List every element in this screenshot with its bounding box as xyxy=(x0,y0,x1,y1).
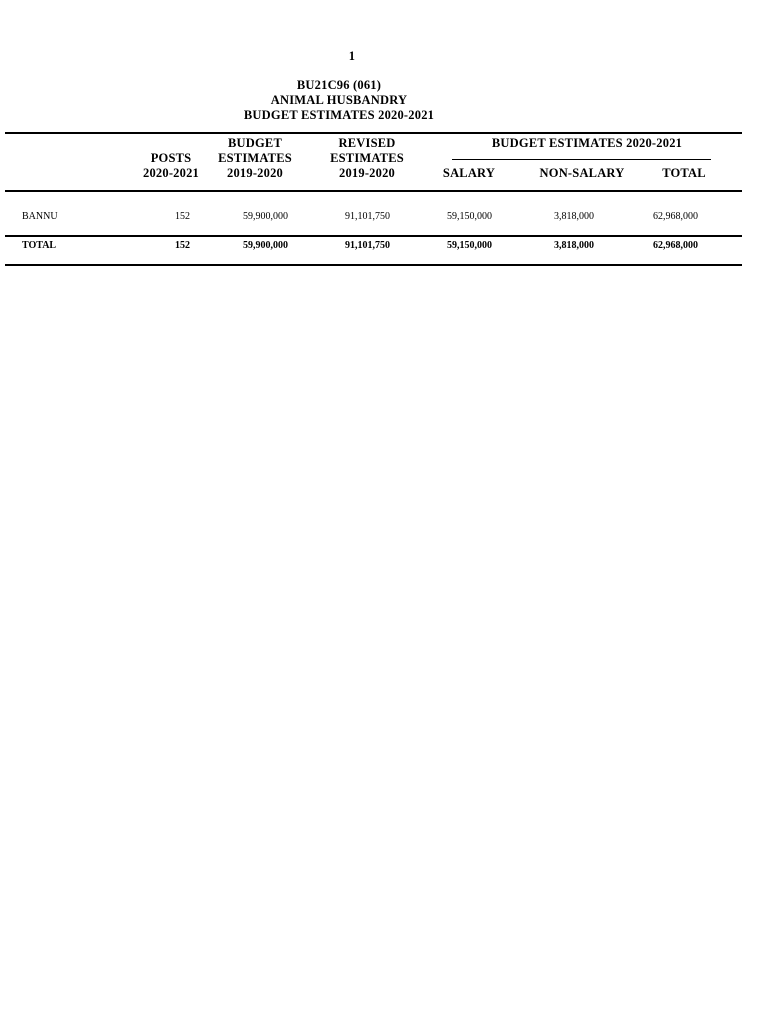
header-top-rule xyxy=(5,132,742,134)
document-title: BUDGET ESTIMATES 2020-2021 xyxy=(243,108,435,122)
col-revised-prev-line3: 2019-2020 xyxy=(339,166,395,180)
col-posts-line1: POSTS xyxy=(150,151,192,165)
group-underline xyxy=(452,159,711,160)
col-revised-prev-line2: ESTIMATES xyxy=(330,151,404,165)
total-revised-prev: 91,101,750 xyxy=(345,240,390,251)
col-budget-prev-line1: BUDGET xyxy=(228,136,282,150)
total-budget-prev: 59,900,000 xyxy=(243,240,288,251)
page-number: 1 xyxy=(348,49,356,63)
total-total: 62,968,000 xyxy=(653,240,698,251)
row-total: 62,968,000 xyxy=(653,211,698,222)
total-non-salary: 3,818,000 xyxy=(554,240,594,251)
department-title: ANIMAL HUSBANDRY xyxy=(270,93,408,107)
col-budget-prev-line3: 2019-2020 xyxy=(227,166,283,180)
col-revised-prev-line1: REVISED xyxy=(338,136,396,150)
col-total: TOTAL xyxy=(662,166,706,180)
total-label: TOTAL xyxy=(22,240,57,251)
header-bottom-rule xyxy=(5,190,742,192)
total-posts: 152 xyxy=(175,240,190,251)
col-non-salary: NON-SALARY xyxy=(539,166,625,180)
row-salary: 59,150,000 xyxy=(447,211,492,222)
row-budget-prev: 59,900,000 xyxy=(243,211,288,222)
col-group-title: BUDGET ESTIMATES 2020-2021 xyxy=(491,136,683,150)
row-posts: 152 xyxy=(175,211,190,222)
total-top-rule xyxy=(5,235,742,237)
col-budget-prev-line2: ESTIMATES xyxy=(218,151,292,165)
col-posts-line2: 2020-2021 xyxy=(143,166,199,180)
row-revised-prev: 91,101,750 xyxy=(345,211,390,222)
col-salary: SALARY xyxy=(442,166,496,180)
row-non-salary: 3,818,000 xyxy=(554,211,594,222)
total-salary: 59,150,000 xyxy=(447,240,492,251)
table-bottom-rule xyxy=(5,264,742,266)
budget-code: BU21C96 (061) xyxy=(296,78,382,92)
row-name: BANNU xyxy=(22,211,58,222)
